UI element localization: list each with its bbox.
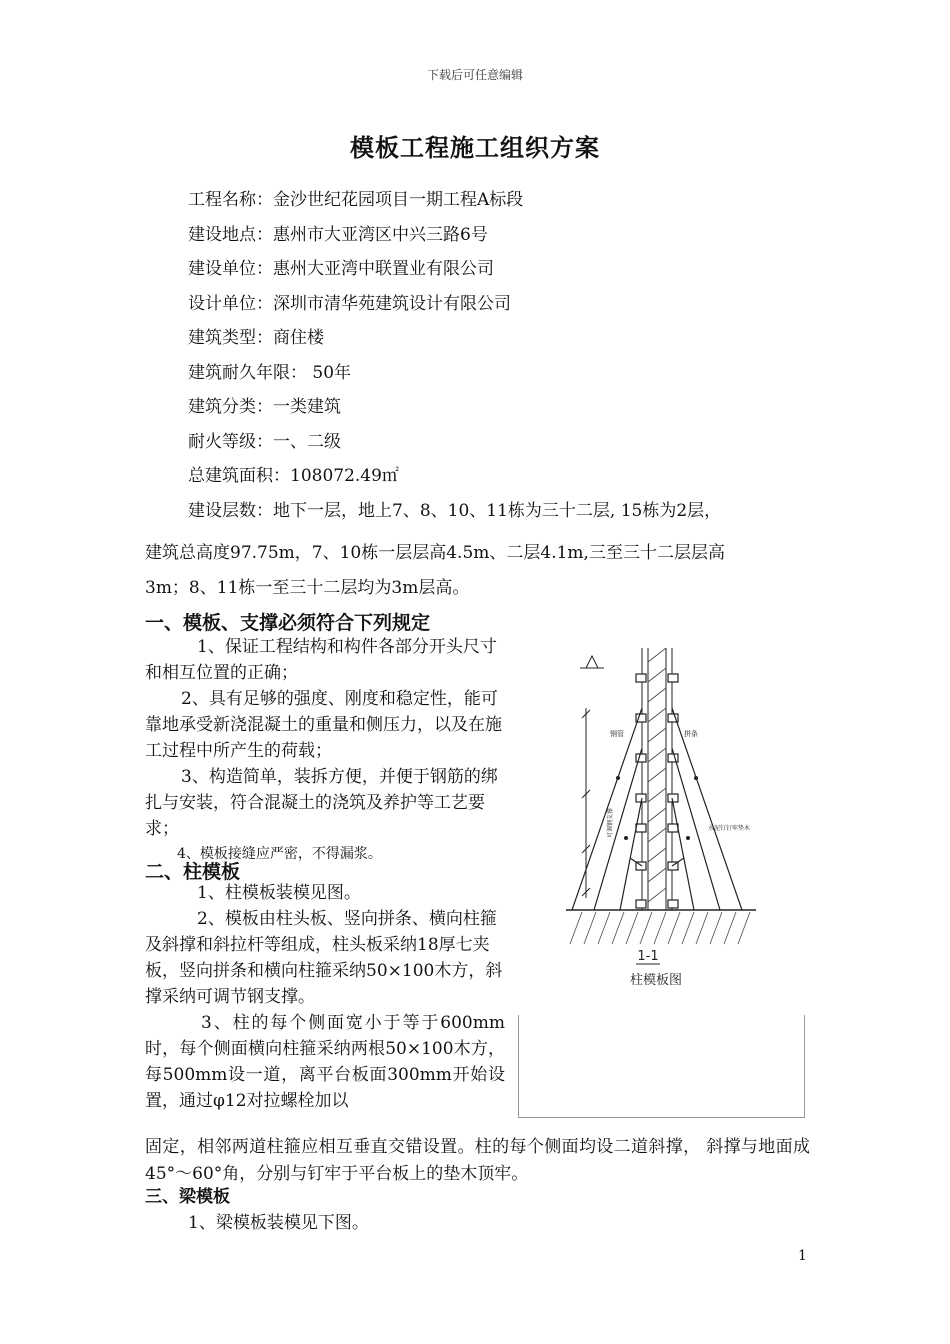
info-building-type: 建筑类型：商住楼 [188,328,324,348]
page-number: 1 [798,1248,807,1264]
column-hatch [648,648,666,902]
section-1-item-3: 3、构造简单，装拆方便，并便于钢筋的绑扎与安装，符合混凝土的浇筑及养护等工艺要求； [145,767,498,839]
figure-label-right: 拼条 [684,730,698,738]
support-triangle-icon [586,656,598,668]
figure-label-support: 水泥钉钉牢垫木 [708,825,751,832]
section-3-item-1: 1、梁模板装模见下图。 [188,1213,369,1233]
floors-line-2: 建筑总高度97.75m，7、10栋一层层高4.5m、二层4.1m,三至三十二层层高 [145,543,725,563]
section-2-item-3: 3、柱的每个侧面宽小于等于600mm时，每个侧面横向柱箍采纳两根50×100木方，每500mm设一道，离平台板面300mm开始设置，通过φ12对拉螺栓加以 [145,1013,505,1111]
floors-line-1: 建设层数：地下一层，地上7、8、10、11栋为三十二层, 15栋为2层， [188,501,722,521]
figure-frame [518,1015,805,1118]
section-2-item-2: 2、模板由柱头板、竖向拼条、横向柱箍及斜撑和斜拉杆等组成，柱头板采纳18厚七夹板，竖向拼条和横向柱箍采纳50×100木方，斜撑采纳可调节钢支撑。 [145,909,503,1007]
info-fire-rating: 耐火等级：一、二级 [188,432,341,452]
ground-hatch [570,912,750,944]
floors-line-3: 3m；8、11栋一至三十二层均为3m层高。 [145,578,470,598]
brace-pins [616,776,698,840]
info-project-name: 工程名称：金沙世纪花园项目一期工程A标段 [188,190,524,210]
info-total-area: 总建筑面积：108072.49㎡ [188,466,399,486]
figure-label-brace: 可调钢支撑 [607,807,614,838]
section-1-item-1: 1、保证工程结构和构件各部分开头尺寸和相互位置的正确； [145,637,497,683]
column-formwork-figure [560,648,770,993]
section-1-items [145,634,505,866]
section-1-item-4: 4、模板接缝应严密，不得漏浆。 [177,846,382,862]
section-2-item-1: 1、柱模板装模见图。 [197,883,361,903]
info-designer: 设计单位：深圳市清华苑建筑设计有限公司 [188,294,511,314]
info-durability: 建筑耐久年限： 50年 [188,363,352,383]
info-classification: 建筑分类：一类建筑 [188,397,341,417]
section-2-continuation: 固定，相邻两道柱箍应相互垂直交错设置。柱的每个侧面均设二道斜撑， 斜撑与地面成45°～60°角，分别与钉牢于平台板上的垫木顶牢。 [145,1137,810,1184]
section-2-items [145,880,505,1114]
section-1-item-2: 2、具有足够的强度、刚度和稳定性，能可靠地承受新浇混凝土的重量和侧压力，以及在施工过程中所产生的荷载； [145,689,502,761]
info-developer: 建设单位：惠州大亚湾中联置业有限公司 [188,259,494,279]
section-2-heading: 二、柱模板 [145,861,241,883]
figure-caption: 柱模板图 [629,973,683,988]
section-1-heading: 一、模板、支撑必须符合下列规定 [145,612,431,634]
section-3-heading: 三、梁模板 [145,1187,230,1207]
figure-label-left: 钢管 [610,730,624,738]
figure-section-mark: 1-1 [637,949,659,964]
page-header-note: 下载后可任意编辑 [426,68,523,82]
info-location: 建设地点：惠州市大亚湾区中兴三路6号 [188,225,488,245]
diagonal-braces [572,708,742,910]
document-title: 模板工程施工组织方案 [350,133,600,162]
